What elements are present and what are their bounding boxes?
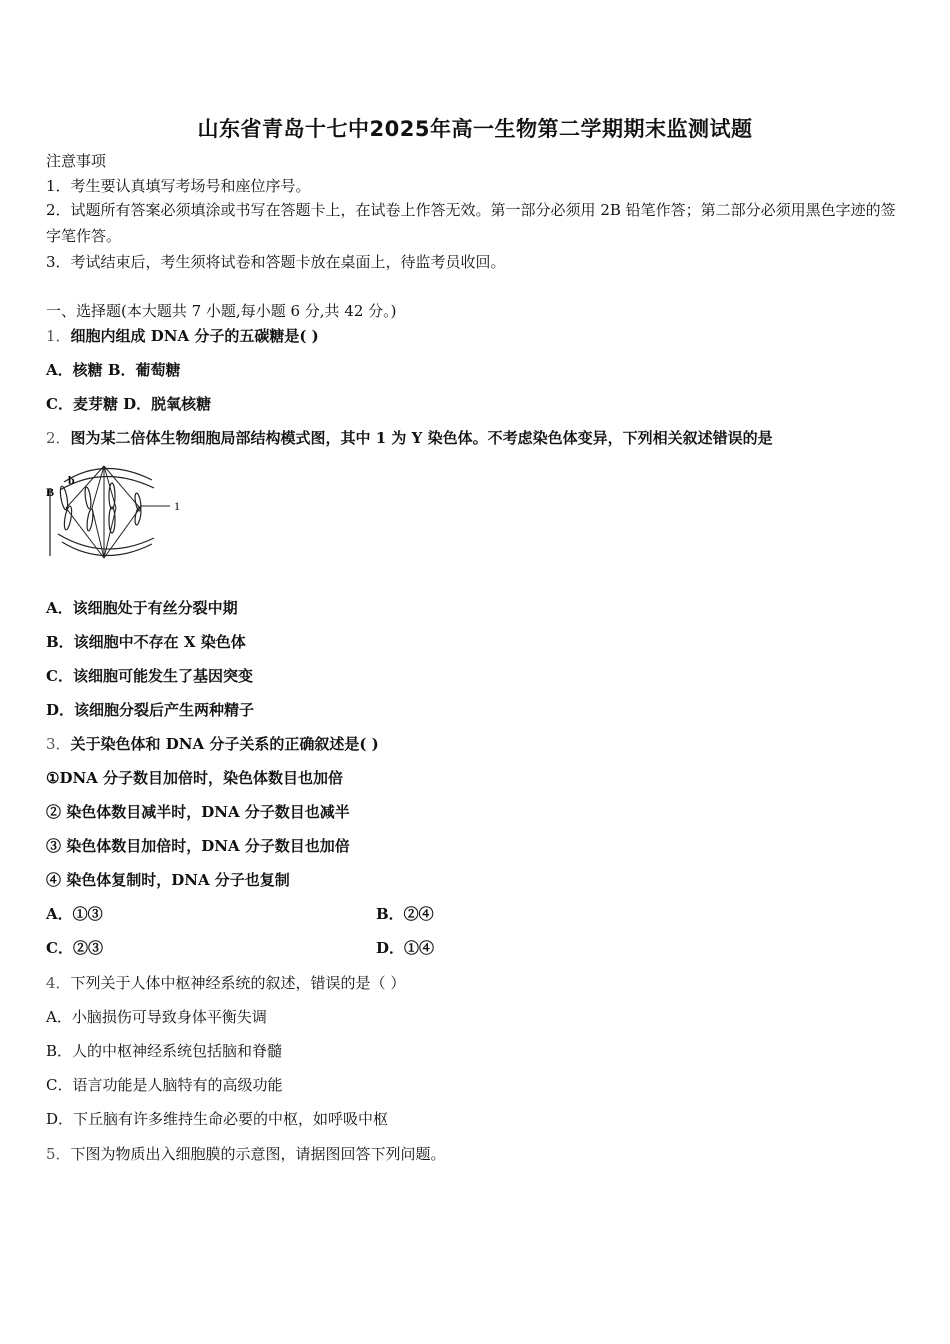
question-3-statement-2: ② 染色体数目减半时，DNA 分子数目也减半 [46,803,350,821]
question-3 [46,734,379,754]
notice-item-3: 3．考试结束后，考生须将试卷和答题卡放在桌面上，待监考员收回。 [46,253,506,271]
question-2-option-c: C．该细胞可能发生了基因突变 [46,667,253,685]
figure-label-b: b [68,473,75,487]
question-4-option-a: A．小脑损伤可导致身体平衡失调 [46,1008,267,1026]
question-3-statement-4: ④ 染色体复制时，DNA 分子也复制 [46,871,290,889]
question-4-option-d: D．下丘脑有许多维持生命必要的中枢，如呼吸中枢 [46,1110,389,1128]
question-2 [46,428,773,448]
question-stem: 关于染色体和 DNA 分子关系的正确叙述是( ) [70,735,379,753]
question-stem: 下列关于人体中枢神经系统的叙述，错误的是（ ） [70,974,406,992]
question-1-options-row-1: A．核糖 B．葡萄糖 [46,361,181,379]
figure-label-1: 1 [174,499,180,513]
question-stem: 细胞内组成 DNA 分子的五碳糖是( ) [70,327,319,345]
question-number: 2． [46,429,71,447]
question-1-options-row-2: C．麦芽糖 D．脱氧核糖 [46,395,212,413]
question-2-option-d: D．该细胞分裂后产生两种精子 [46,701,255,719]
notice-item-1: 1．考生要认真填写考场号和座位序号。 [46,177,311,195]
question-2-option-b: B．该细胞中不存在 X 染色体 [46,633,246,651]
question-number: 4． [46,974,71,992]
question-4 [46,973,405,993]
question-3-statement-3: ③ 染色体数目加倍时，DNA 分子数目也加倍 [46,837,350,855]
question-1 [46,326,319,346]
question-4-option-c: C．语言功能是人脑特有的高级功能 [46,1076,283,1094]
question-number: 1． [46,327,71,345]
question-3-option-a: A．①③ [46,905,103,923]
page-title: 山东省青岛十七中2025年高一生物第二学期期末监测试题 [197,117,753,141]
question-stem: 图为某二倍体生物细胞局部结构模式图，其中 1 为 Y 染色体。不考虑染色体变异，下列相关叙述错误的是 [70,429,773,447]
question-4-option-b: B．人的中枢神经系统包括脑和脊髓 [46,1042,283,1060]
section-heading: 一、选择题(本大题共 7 小题,每小题 6 分,共 42 分。) [46,302,397,320]
question-3-statement-1: ①DNA 分子数目加倍时，染色体数目也加倍 [46,769,344,787]
question-2-option-a: A．该细胞处于有丝分裂中期 [46,599,238,617]
question-3-option-c: C．②③ [46,939,103,957]
question-3-option-b: B．②④ [376,905,434,923]
question-number: 3． [46,735,71,753]
notice-heading: 注意事项 [46,152,107,170]
question-3-option-d: D．①④ [376,939,435,957]
question-stem: 下图为物质出入细胞膜的示意图，请据图回答下列问题。 [70,1145,446,1163]
notice-item-2: 2．试题所有答案必须填涂或书写在答题卡上，在试卷上作答无效。第一部分必须用 2B 铅笔作答；第二部分必须用黑色字迹的签字笔作答。 [46,201,896,245]
question-number: 5． [46,1145,71,1163]
figure-label-B: B [46,485,55,499]
cell-division-figure [44,458,184,566]
question-5 [46,1144,446,1164]
